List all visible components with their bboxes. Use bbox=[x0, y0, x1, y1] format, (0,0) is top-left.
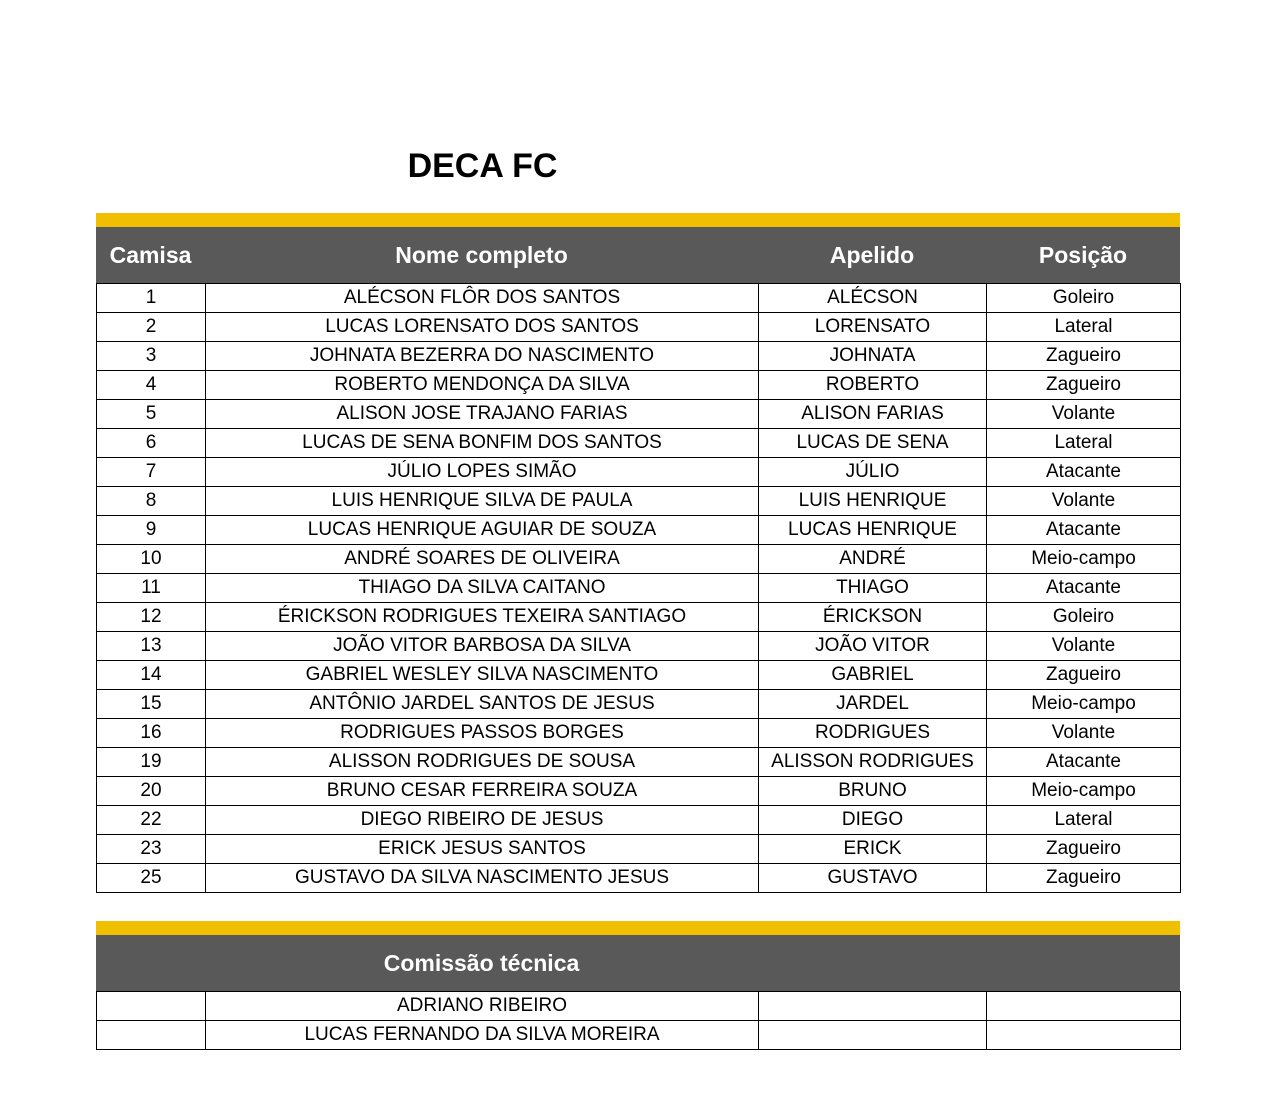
cell-empty bbox=[97, 1021, 206, 1050]
cell-apelido: DIEGO bbox=[759, 806, 987, 835]
cell-camisa: 19 bbox=[97, 748, 206, 777]
cell-posicao: Lateral bbox=[987, 429, 1181, 458]
cell-camisa: 5 bbox=[97, 400, 206, 429]
cell-apelido: ROBERTO bbox=[759, 371, 987, 400]
cell-camisa: 14 bbox=[97, 661, 206, 690]
table-row bbox=[97, 690, 1181, 719]
cell-camisa: 2 bbox=[97, 313, 206, 342]
cell-nome: GABRIEL WESLEY SILVA NASCIMENTO bbox=[206, 661, 759, 690]
cell-posicao: Zagueiro bbox=[987, 864, 1181, 893]
cell-nome: GUSTAVO DA SILVA NASCIMENTO JESUS bbox=[206, 864, 759, 893]
cell-nome: ANDRÉ SOARES DE OLIVEIRA bbox=[206, 545, 759, 574]
cell-apelido: ÉRICKSON bbox=[759, 603, 987, 632]
cell-nome: ANTÔNIO JARDEL SANTOS DE JESUS bbox=[206, 690, 759, 719]
column-header-nome: Nome completo bbox=[395, 242, 568, 268]
cell-empty bbox=[987, 992, 1181, 1021]
cell-camisa: 9 bbox=[97, 516, 206, 545]
cell-nome: ERICK JESUS SANTOS bbox=[206, 835, 759, 864]
cell-nome: LUCAS HENRIQUE AGUIAR DE SOUZA bbox=[206, 516, 759, 545]
cell-camisa: 22 bbox=[97, 806, 206, 835]
cell-posicao: Goleiro bbox=[987, 603, 1181, 632]
cell-apelido: JOÃO VITOR bbox=[759, 632, 987, 661]
cell-apelido: ALISON FARIAS bbox=[759, 400, 987, 429]
table-row bbox=[97, 835, 1181, 864]
cell-nome: ALISSON RODRIGUES DE SOUSA bbox=[206, 748, 759, 777]
staff-table-body bbox=[97, 992, 1181, 1050]
cell-posicao: Meio-campo bbox=[987, 545, 1181, 574]
cell-posicao: Volante bbox=[987, 719, 1181, 748]
cell-camisa: 6 bbox=[97, 429, 206, 458]
column-header-posicao: Posição bbox=[1038, 242, 1128, 268]
cell-camisa: 15 bbox=[97, 690, 206, 719]
table-row bbox=[97, 864, 1181, 893]
cell-posicao: Volante bbox=[987, 487, 1181, 516]
staff-section bbox=[96, 921, 1180, 1050]
players-table bbox=[96, 283, 1181, 893]
cell-posicao: Volante bbox=[987, 400, 1181, 429]
cell-empty bbox=[759, 992, 987, 1021]
cell-apelido: ALISSON RODRIGUES bbox=[759, 748, 987, 777]
cell-nome: RODRIGUES PASSOS BORGES bbox=[206, 719, 759, 748]
table-row bbox=[97, 632, 1181, 661]
staff-header-title: Comissão técnica bbox=[383, 950, 580, 976]
cell-apelido: ERICK bbox=[759, 835, 987, 864]
cell-camisa: 25 bbox=[97, 864, 206, 893]
cell-posicao: Zagueiro bbox=[987, 835, 1181, 864]
cell-apelido: JÚLIO bbox=[759, 458, 987, 487]
cell-apelido: ANDRÉ bbox=[759, 545, 987, 574]
cell-camisa: 7 bbox=[97, 458, 206, 487]
cell-posicao: Zagueiro bbox=[987, 371, 1181, 400]
table-row bbox=[97, 371, 1181, 400]
cell-nome: THIAGO DA SILVA CAITANO bbox=[206, 574, 759, 603]
cell-nome: JOÃO VITOR BARBOSA DA SILVA bbox=[206, 632, 759, 661]
cell-posicao: Atacante bbox=[987, 516, 1181, 545]
accent-bar bbox=[96, 213, 1180, 227]
cell-nome: LUCAS FERNANDO DA SILVA MOREIRA bbox=[206, 1021, 759, 1050]
table-row bbox=[97, 1021, 1181, 1050]
cell-apelido: LUIS HENRIQUE bbox=[759, 487, 987, 516]
cell-apelido: GUSTAVO bbox=[759, 864, 987, 893]
staff-table-header bbox=[96, 935, 1180, 991]
cell-nome: ÉRICKSON RODRIGUES TEXEIRA SANTIAGO bbox=[206, 603, 759, 632]
cell-camisa: 12 bbox=[97, 603, 206, 632]
table-row bbox=[97, 574, 1181, 603]
table-row bbox=[97, 603, 1181, 632]
cell-nome: LUIS HENRIQUE SILVA DE PAULA bbox=[206, 487, 759, 516]
cell-camisa: 16 bbox=[97, 719, 206, 748]
table-row bbox=[97, 458, 1181, 487]
table-row bbox=[97, 400, 1181, 429]
table-row bbox=[97, 342, 1181, 371]
cell-apelido: LUCAS DE SENA bbox=[759, 429, 987, 458]
cell-apelido: GABRIEL bbox=[759, 661, 987, 690]
cell-camisa: 8 bbox=[97, 487, 206, 516]
players-section bbox=[96, 213, 1180, 893]
cell-camisa: 23 bbox=[97, 835, 206, 864]
table-row bbox=[97, 661, 1181, 690]
cell-nome: ALISON JOSE TRAJANO FARIAS bbox=[206, 400, 759, 429]
cell-empty bbox=[987, 1021, 1181, 1050]
cell-apelido: THIAGO bbox=[759, 574, 987, 603]
cell-nome: BRUNO CESAR FERREIRA SOUZA bbox=[206, 777, 759, 806]
cell-nome: DIEGO RIBEIRO DE JESUS bbox=[206, 806, 759, 835]
cell-posicao: Atacante bbox=[987, 748, 1181, 777]
column-header-apelido: Apelido bbox=[829, 242, 915, 268]
players-table-body bbox=[97, 284, 1181, 893]
cell-apelido: BRUNO bbox=[759, 777, 987, 806]
cell-posicao: Meio-campo bbox=[987, 690, 1181, 719]
cell-camisa: 20 bbox=[97, 777, 206, 806]
cell-empty bbox=[97, 992, 206, 1021]
table-row bbox=[97, 748, 1181, 777]
table-row bbox=[97, 777, 1181, 806]
cell-nome: JÚLIO LOPES SIMÃO bbox=[206, 458, 759, 487]
cell-posicao: Volante bbox=[987, 632, 1181, 661]
table-row bbox=[97, 284, 1181, 313]
accent-bar bbox=[96, 921, 1180, 935]
cell-nome: LUCAS LORENSATO DOS SANTOS bbox=[206, 313, 759, 342]
cell-camisa: 10 bbox=[97, 545, 206, 574]
cell-apelido: RODRIGUES bbox=[759, 719, 987, 748]
cell-apelido: JARDEL bbox=[759, 690, 987, 719]
table-row bbox=[97, 545, 1181, 574]
cell-nome: ADRIANO RIBEIRO bbox=[206, 992, 759, 1021]
page-title: DECA FC bbox=[407, 147, 558, 185]
column-header-camisa: Camisa bbox=[109, 242, 192, 268]
cell-camisa: 3 bbox=[97, 342, 206, 371]
cell-posicao: Atacante bbox=[987, 574, 1181, 603]
cell-posicao: Atacante bbox=[987, 458, 1181, 487]
cell-posicao: Lateral bbox=[987, 313, 1181, 342]
cell-posicao: Zagueiro bbox=[987, 342, 1181, 371]
table-row bbox=[97, 719, 1181, 748]
players-table-header bbox=[96, 227, 1180, 283]
table-row bbox=[97, 429, 1181, 458]
cell-camisa: 1 bbox=[97, 284, 206, 313]
table-row bbox=[97, 806, 1181, 835]
cell-nome: ROBERTO MENDONÇA DA SILVA bbox=[206, 371, 759, 400]
cell-nome: JOHNATA BEZERRA DO NASCIMENTO bbox=[206, 342, 759, 371]
cell-posicao: Zagueiro bbox=[987, 661, 1181, 690]
cell-apelido: LUCAS HENRIQUE bbox=[759, 516, 987, 545]
cell-empty bbox=[759, 1021, 987, 1050]
cell-apelido: JOHNATA bbox=[759, 342, 987, 371]
table-row bbox=[97, 992, 1181, 1021]
cell-nome: LUCAS DE SENA BONFIM DOS SANTOS bbox=[206, 429, 759, 458]
cell-posicao: Goleiro bbox=[987, 284, 1181, 313]
table-row bbox=[97, 487, 1181, 516]
cell-posicao: Lateral bbox=[987, 806, 1181, 835]
cell-posicao: Meio-campo bbox=[987, 777, 1181, 806]
cell-nome: ALÉCSON FLÔR DOS SANTOS bbox=[206, 284, 759, 313]
staff-table bbox=[96, 991, 1181, 1050]
cell-camisa: 13 bbox=[97, 632, 206, 661]
cell-camisa: 11 bbox=[97, 574, 206, 603]
cell-apelido: ALÉCSON bbox=[759, 284, 987, 313]
cell-camisa: 4 bbox=[97, 371, 206, 400]
table-row bbox=[97, 313, 1181, 342]
table-row bbox=[97, 516, 1181, 545]
cell-apelido: LORENSATO bbox=[759, 313, 987, 342]
